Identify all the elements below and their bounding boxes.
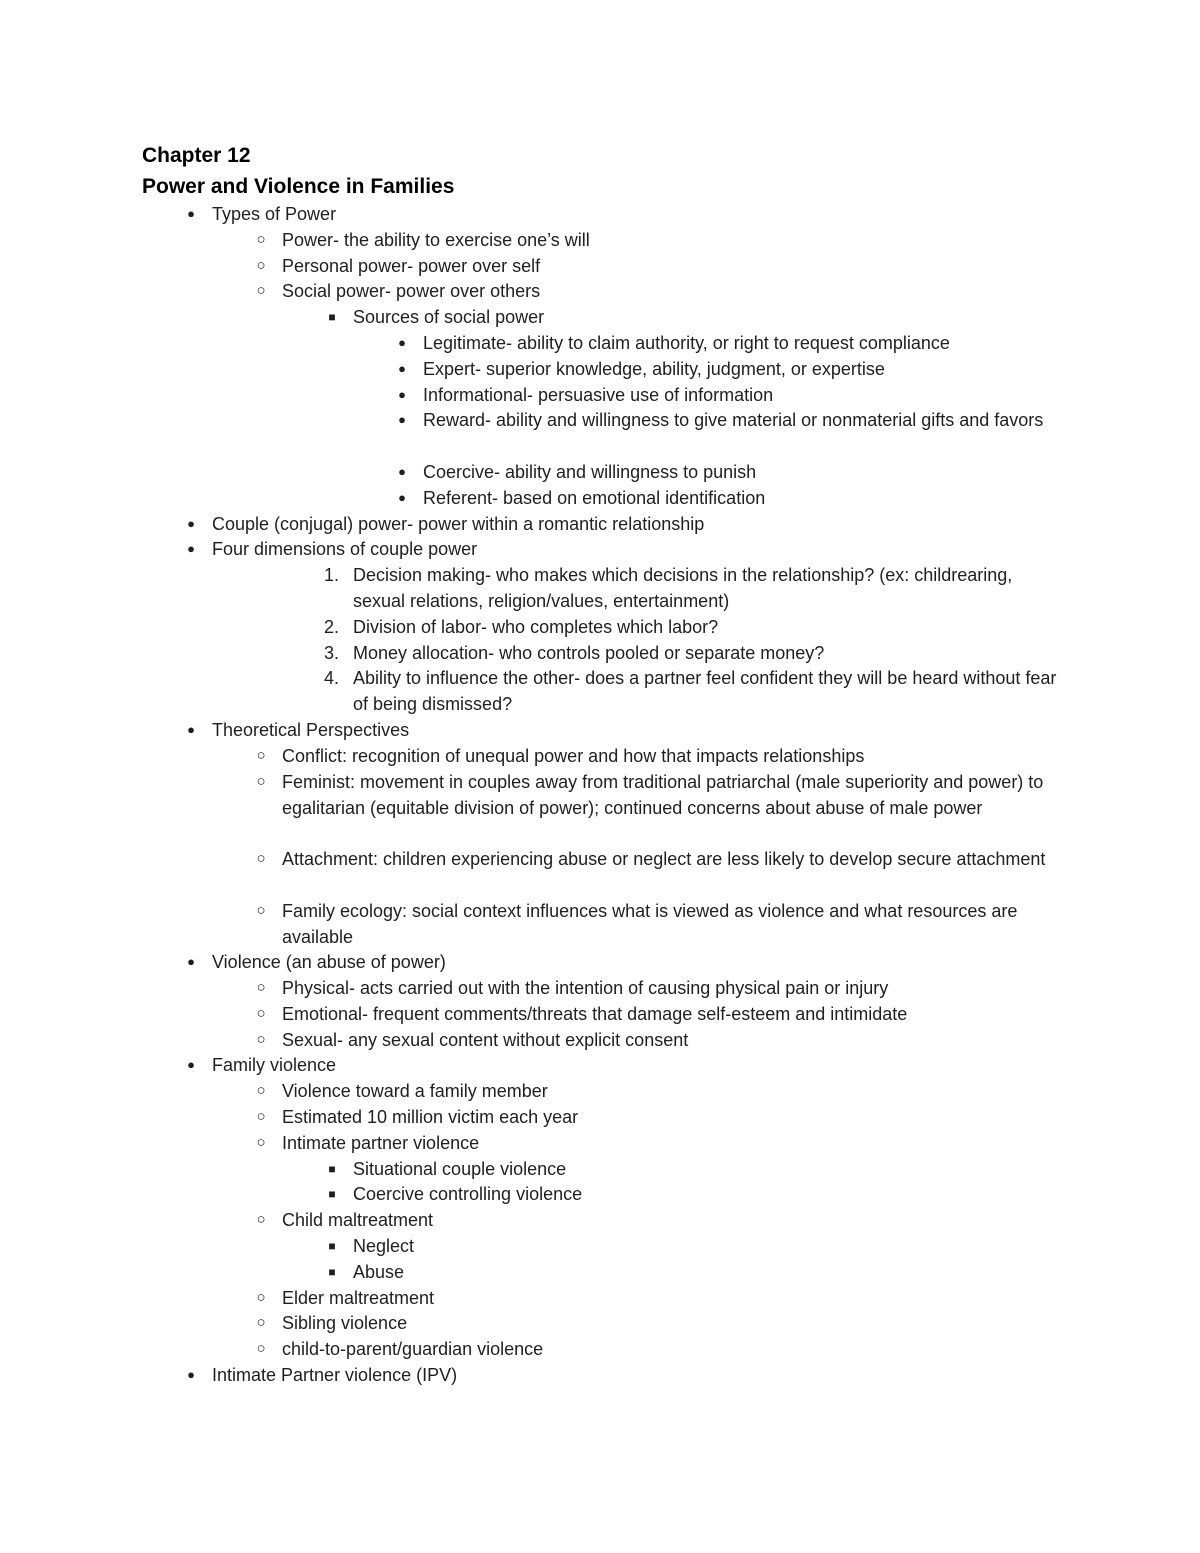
list-item-text: Abuse: [353, 1262, 405, 1282]
list-item: [187, 949, 1060, 975]
list-item-text: child-to-parent/guardian violence: [282, 1339, 544, 1359]
list-item: [323, 665, 1060, 717]
list-item: [256, 743, 1060, 769]
list-bullet: ●: [187, 206, 195, 221]
list-bullet: ○: [256, 1289, 266, 1306]
list-item-text: Sibling violence: [282, 1313, 408, 1333]
list-item-text: Estimated 10 million victim each year: [282, 1107, 579, 1127]
list-item-text: Violence (an abuse of power): [212, 952, 446, 972]
list-item: [187, 717, 1060, 743]
list-bullet: ○: [256, 1211, 266, 1228]
list-item-text: Family ecology: social context influences what is viewed as violence and what resources are available: [282, 901, 1018, 947]
list-bullet: ○: [256, 1031, 266, 1048]
list-item: [398, 330, 1060, 356]
list-item-text: Intimate Partner violence (IPV): [212, 1365, 458, 1385]
chapter-title: Chapter 12: [142, 144, 251, 167]
list-item: [256, 1207, 1060, 1233]
list-bullet: ■: [328, 1265, 336, 1279]
list-bullet: ●: [398, 387, 406, 402]
list-item: [328, 304, 1060, 330]
list-bullet: ■: [328, 1187, 336, 1201]
list-item: [187, 536, 1060, 562]
list-bullet: ●: [398, 412, 406, 427]
list-item-text: Elder maltreatment: [282, 1288, 435, 1308]
list-item: [187, 201, 1060, 227]
list-item: [256, 1104, 1060, 1130]
list-item: [187, 511, 1060, 537]
list-bullet: ■: [328, 310, 336, 324]
list-item: [256, 975, 1060, 1001]
list-bullet: ●: [187, 541, 195, 556]
list-bullet: ○: [256, 1108, 266, 1125]
list-bullet: ○: [256, 747, 266, 764]
list-item: [398, 356, 1060, 382]
list-item-text: Coercive controlling violence: [353, 1184, 583, 1204]
list-item-text: Referent- based on emotional identification: [423, 488, 766, 508]
list-bullet: ○: [256, 902, 266, 919]
list-item-text: Emotional- frequent comments/threats that damage self-esteem and intimidate: [282, 1004, 908, 1024]
list-item-text: Types of Power: [212, 204, 337, 224]
list-bullet: ○: [256, 773, 266, 790]
list-item-text: Coercive- ability and willingness to punish: [423, 462, 757, 482]
list-bullet: ●: [187, 954, 195, 969]
list-item-text: Intimate partner violence: [282, 1133, 480, 1153]
list-bullet: ○: [256, 1134, 266, 1151]
list-item-text: Child maltreatment: [282, 1210, 434, 1230]
list-item: [256, 1336, 1060, 1362]
list-item-text: Neglect: [353, 1236, 415, 1256]
list-item-text: Informational- persuasive use of information: [423, 385, 774, 405]
list-item: [187, 1052, 1060, 1078]
list-bullet: ●: [187, 1057, 195, 1072]
list-item-text: Reward- ability and willingness to give material or nonmaterial gifts and favors: [423, 410, 1044, 430]
list-item-text: Sexual- any sexual content without explicit consent: [282, 1030, 689, 1050]
list-item-text: Power- the ability to exercise one’s will: [282, 230, 590, 250]
list-bullet: 4.: [323, 668, 339, 688]
list-bullet: ○: [256, 231, 266, 248]
list-item-text: Social power- power over others: [282, 281, 541, 301]
list-item-text: Couple (conjugal) power- power within a romantic relationship: [212, 514, 705, 534]
list-item: [256, 846, 1060, 872]
list-item: [256, 1310, 1060, 1336]
list-item: [256, 278, 1060, 304]
list-item: [398, 382, 1060, 408]
list-bullet: ●: [398, 335, 406, 350]
list-item-text: Decision making- who makes which decisions in the relationship? (ex: childrearing, sexual relations, religion/values, entertainment): [353, 565, 1013, 611]
list-bullet: ○: [256, 1340, 266, 1357]
list-bullet: ■: [328, 1162, 336, 1176]
list-bullet: ○: [256, 850, 266, 867]
list-bullet: ○: [256, 1082, 266, 1099]
list-item-text: Conflict: recognition of unequal power and how that impacts relationships: [282, 746, 865, 766]
list-item: [328, 1156, 1060, 1182]
list-bullet: ○: [256, 257, 266, 274]
chapter-subtitle: Power and Violence in Families: [142, 175, 455, 198]
list-bullet: ○: [256, 1005, 266, 1022]
list-item: [256, 227, 1060, 253]
list-item-text: Expert- superior knowledge, ability, judgment, or expertise: [423, 359, 885, 379]
list-item-text: Physical- acts carried out with the intention of causing physical pain or injury: [282, 978, 889, 998]
list-item: [328, 1233, 1060, 1259]
list-item: [328, 1259, 1060, 1285]
list-item-text: Division of labor- who completes which labor?: [353, 617, 719, 637]
list-item: [398, 407, 1060, 433]
list-item-text: Ability to influence the other- does a partner feel confident they will be heard without fear of being dismissed?: [353, 668, 1057, 714]
list-item-text: Four dimensions of couple power: [212, 539, 478, 559]
list-item: [256, 1078, 1060, 1104]
list-item: [256, 769, 1060, 821]
list-bullet: ●: [398, 361, 406, 376]
list-item-text: Legitimate- ability to claim authority, or right to request compliance: [423, 333, 950, 353]
list-item-text: Violence toward a family member: [282, 1081, 548, 1101]
list-item: [398, 459, 1060, 485]
list-bullet: ●: [187, 1367, 195, 1382]
list-bullet: 3.: [323, 643, 339, 663]
list-item: [323, 562, 1060, 614]
list-item: [187, 1362, 1060, 1388]
list-bullet: 1.: [323, 565, 339, 585]
list-bullet: ■: [328, 1239, 336, 1253]
list-bullet: ●: [398, 464, 406, 479]
list-item-text: Family violence: [212, 1055, 337, 1075]
list-item-text: Money allocation- who controls pooled or separate money?: [353, 643, 825, 663]
list-bullet: ●: [187, 722, 195, 737]
list-item-text: Situational couple violence: [353, 1159, 567, 1179]
list-item: [323, 640, 1060, 666]
list-item: [398, 485, 1060, 511]
list-item: [256, 1001, 1060, 1027]
list-item: [256, 898, 1060, 950]
list-bullet: ○: [256, 979, 266, 996]
list-item: [256, 1027, 1060, 1053]
list-bullet: ○: [256, 1314, 266, 1331]
list-item: [256, 253, 1060, 279]
list-item: [256, 1285, 1060, 1311]
list-item: [323, 614, 1060, 640]
list-item-text: Feminist: movement in couples away from traditional patriarchal (male superiority and power) to egalitarian (equitable division of power); continued concerns about abuse of male power: [282, 772, 1044, 818]
list-item-text: Theoretical Perspectives: [212, 720, 410, 740]
list-bullet: ○: [256, 282, 266, 299]
list-bullet: 2.: [323, 617, 339, 637]
list-item: [328, 1181, 1060, 1207]
list-bullet: ●: [398, 490, 406, 505]
list-item-text: Sources of social power: [353, 307, 545, 327]
list-item: [256, 1130, 1060, 1156]
list-item-text: Attachment: children experiencing abuse or neglect are less likely to develop secure attachment: [282, 849, 1046, 869]
list-item-text: Personal power- power over self: [282, 256, 541, 276]
list-bullet: ●: [187, 516, 195, 531]
